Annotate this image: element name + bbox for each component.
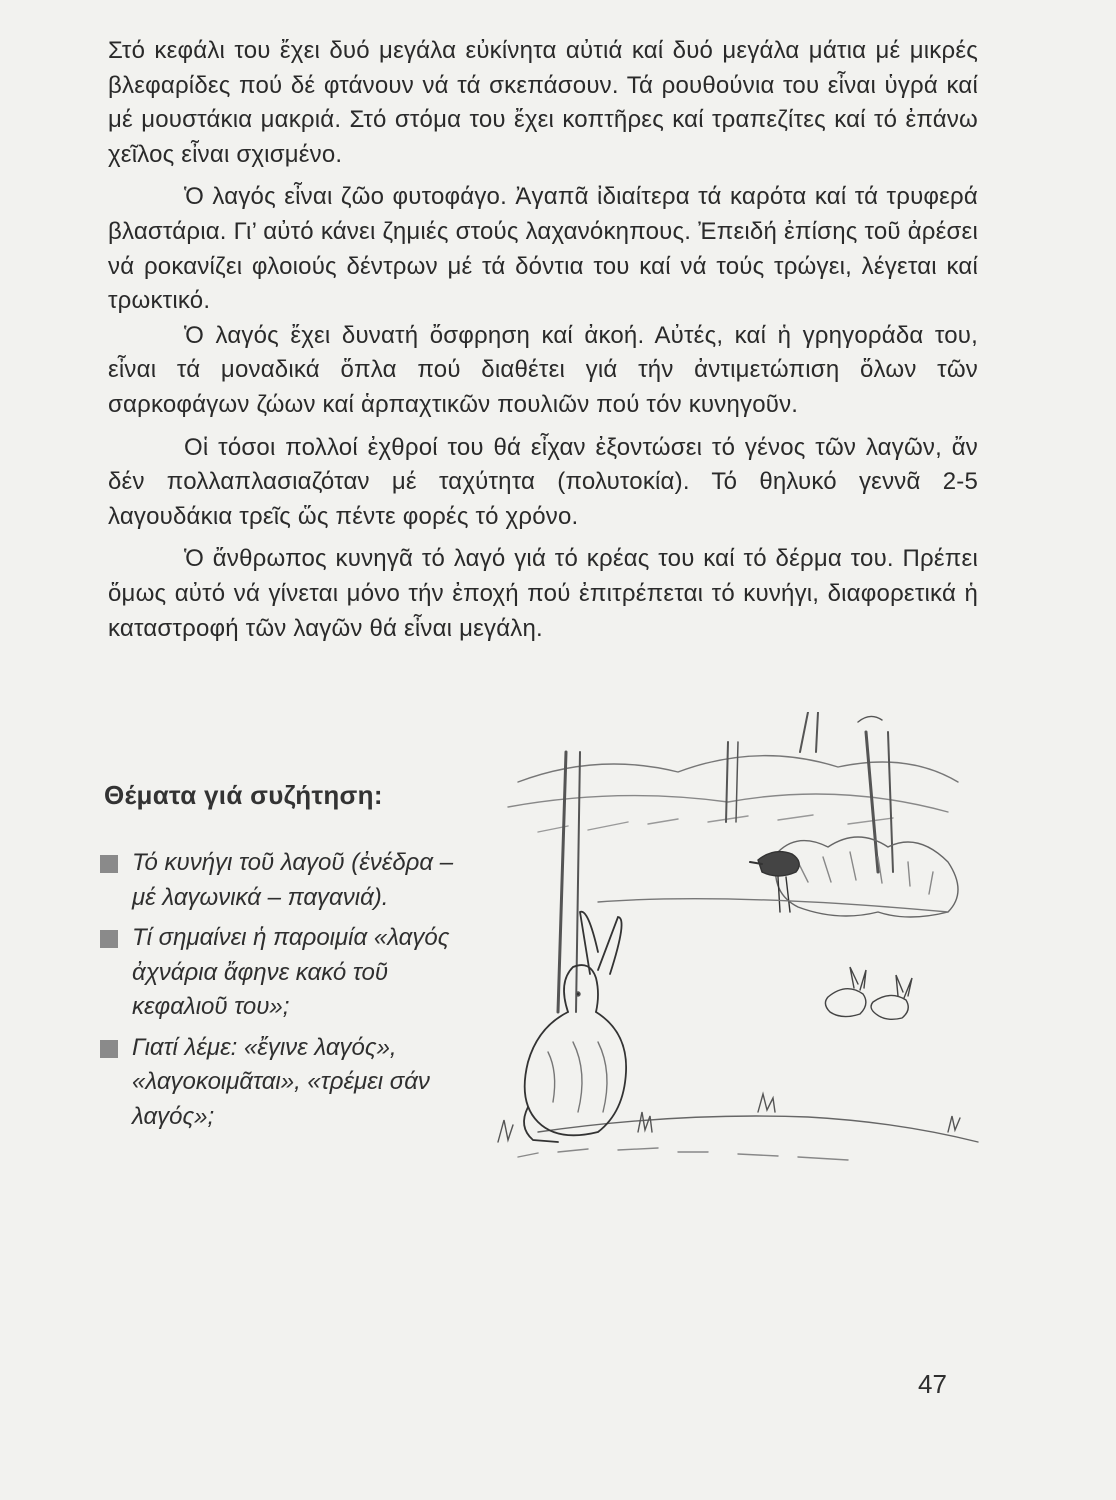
page-number: 47 (918, 1369, 947, 1399)
topic-text: Τί σημαίνει ἡ παροιμία «λαγός ἀχνάρια ἄφηνε κακό τοῦ κεφαλιοῦ του»; (132, 924, 450, 1020)
paragraph-senses: Ὁ λαγός ἔχει δυνατή ὄσφρηση καί ἀκοή. Αὐτές, καί ἡ γρηγοράδα του, εἶναι τά μοναδικά ὅπλα πού διαθέτει γιά τήν ἀντιμετώπιση ὅλων τῶν σαρκοφάγων ζώων καί ἁρπαχτικῶν πουλιῶν πού τόν κυνηγοῦν. (108, 321, 978, 418)
body-text (108, 34, 978, 646)
discussion-topics-heading: Θέματα γιά συζήτηση: (104, 780, 383, 810)
paragraph-hunting: Ὁ ἄνθρωπος κυνηγᾶ τό λαγό γιά τό κρέας του καί τό δέρμα του. Πρέπει ὅμως αὐτό νά γίνεται μόνο τήν ἐποχή πού ἐπιτρέπεται τό κυνήγι, διαφορετικά ἡ καταστροφή τῶν λαγῶν θά εἶναι μεγάλη. (108, 545, 978, 642)
topic-text: Γιατί λέμε: «ἔγινε λαγός», «λαγοκοιμᾶται», «τρέμει σάν λαγός»; (132, 1033, 430, 1130)
topic-text: Τό κυνήγι τοῦ λαγοῦ (ἐνέδρα – μέ λαγωνικά – παγανιά). (132, 849, 454, 911)
square-bullet-icon (100, 855, 118, 873)
paragraph-head-description: Στό κεφάλι του ἔχει δυό μεγάλα εὐκίνητα αὐτιά καί δυό μεγάλα μάτια μέ μικρές βλεφαρίδες πού δέ φτάνουν νά τά σκεπάσουν. Τά ρουθούνια του εἶναι ὑγρά καί μέ μουστάκια μακριά. Στό στόμα του ἔχει κοπτῆρες καί τραπεζίτες καί τό ἐπάνω χεῖλος εἶναι σχισμένο. (108, 37, 978, 168)
topic-item (100, 1031, 480, 1135)
paragraph-diet: Ὁ λαγός εἶναι ζῶο φυτοφάγο. Ἀγαπᾶ ἰδιαίτερα τά καρότα καί τά τρυφερά βλαστάρια. Γι’ αὐτό κάνει ζημιές στούς λαχανόκηπους. Ἐπειδή ἐπίσης τοῦ ἀρέσει νά ροκανίζει φλοιούς δέντρων μέ τά δόντια του καί νά τούς τρώγει, λέγεται καί τρωκτικό. (108, 183, 978, 315)
topic-item (100, 921, 480, 1025)
square-bullet-icon (100, 1040, 118, 1058)
topic-item (100, 846, 480, 915)
hares-in-forest-illustration (478, 712, 983, 1182)
square-bullet-icon (100, 930, 118, 948)
discussion-topics-list (100, 846, 480, 1140)
paragraph-reproduction: Οἱ τόσοι πολλοί ἐχθροί του θά εἶχαν ἐξοντώσει τό γένος τῶν λαγῶν, ἄν δέν πολλαπλασιαζόταν μέ ταχύτητα (πολυτοκία). Τό θηλυκό γεννᾶ 2-5 λαγουδάκια τρεῖς ὥς πέντε φορές τό χρόνο. (108, 433, 978, 530)
